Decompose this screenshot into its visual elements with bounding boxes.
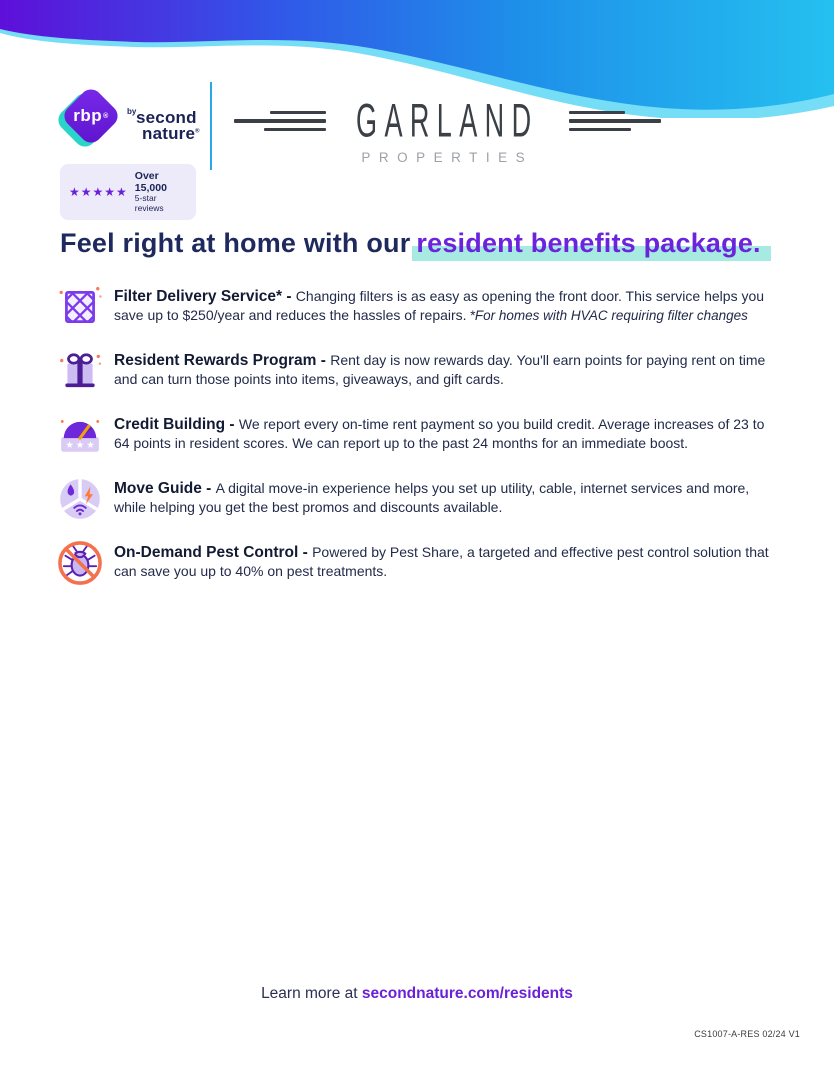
gift-icon: [56, 348, 104, 396]
reviews-badge: [60, 164, 196, 220]
brand-row: [60, 80, 661, 220]
benefit-title: Filter Delivery Service* -: [114, 288, 296, 305]
benefit-title: Credit Building -: [114, 416, 239, 433]
benefits-list: [56, 284, 778, 604]
benefit-credit-building: [56, 412, 778, 460]
page-title: [60, 228, 800, 259]
move-guide-icon: [56, 476, 104, 524]
svg-text:★: ★: [75, 439, 85, 451]
headline-highlight: resident benefits package.: [412, 228, 770, 261]
svg-text:★: ★: [65, 439, 74, 451]
credit-gauge-icon: [56, 412, 104, 460]
benefit-note: *For homes with HVAC requiring filter changes: [469, 308, 748, 323]
rbp-diamond-icon: [60, 81, 122, 157]
benefit-resident-rewards: [56, 348, 778, 396]
headline-prefix: Feel right at home with our: [60, 228, 411, 258]
garland-lines-right: [569, 111, 661, 132]
by-second-nature-logo: [128, 96, 200, 142]
logo-divider: [210, 82, 212, 170]
reviews-count: Over 15,000: [134, 170, 167, 195]
garland-name: GARLAND: [356, 94, 539, 147]
svg-text:★: ★: [86, 439, 95, 451]
brand-word-second: second: [136, 107, 197, 127]
benefit-filter-delivery: [56, 284, 778, 332]
benefit-title: On-Demand Pest Control -: [114, 544, 313, 561]
footer-link[interactable]: secondnature.com/residents: [361, 985, 573, 1002]
rbp-logo: [60, 80, 198, 220]
benefit-move-guide: [56, 476, 778, 524]
benefit-pest-control: [56, 540, 778, 588]
benefit-body: Rent day is now rewards day. You'll earn points for paying rent on time and can turn those points into items, giveaways, and gift cards.: [114, 352, 766, 387]
no-pest-icon: [56, 540, 104, 588]
by-label: by: [127, 106, 137, 116]
doc-code: CS1007-A-RES 02/24 V1: [694, 1029, 800, 1039]
filter-icon: [56, 284, 104, 332]
benefit-title: Resident Rewards Program -: [114, 352, 331, 369]
star-icons: ★★★★★: [69, 184, 128, 199]
benefit-title: Move Guide -: [114, 480, 216, 497]
brand-word-nature: nature®: [142, 124, 200, 143]
footer-text: [0, 985, 834, 1003]
footer-prefix: Learn more at: [261, 985, 362, 1002]
benefit-body: A digital move-in experience helps you set up utility, cable, internet services and more, while helping you get the best promos and discounts available.: [114, 480, 750, 515]
rbp-monogram: rbp ®: [73, 106, 109, 125]
benefit-body: Changing filters is as easy as opening the front door. This service helps you save up to $250/year and reduces the hassles of repairs.: [114, 288, 765, 323]
garland-subtitle: PROPERTIES: [361, 150, 534, 165]
reviews-label: 5-star reviews: [134, 193, 164, 213]
garland-lines-left: [234, 111, 326, 132]
garland-logo: [234, 94, 661, 165]
benefit-body: Powered by Pest Share, a targeted and effective pest control solution that can save you up to 40% on pest treatments.: [114, 544, 769, 579]
benefit-body: We report every on-time rent payment so you build credit. Average increases of 23 to 64 points in resident scores. We can report up to the past 24 months for an immediate boost.: [114, 416, 765, 451]
